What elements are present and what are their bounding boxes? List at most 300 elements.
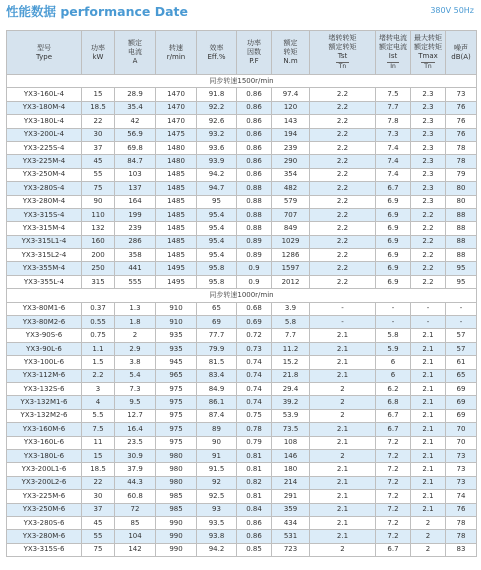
table-cell: 95 (446, 262, 477, 275)
table-cell: 0.86 (237, 115, 272, 128)
table-cell: 164 (115, 195, 156, 208)
table-cell: 0.69 (237, 316, 272, 329)
table-cell: 88 (446, 235, 477, 248)
table-cell: 707 (272, 208, 310, 221)
table-cell: 2.3 (411, 115, 446, 128)
table-cell: 2.2 (310, 128, 376, 141)
table-cell: 11 (82, 436, 115, 449)
model-cell: YX3-315M-4 (7, 222, 82, 235)
table-cell: 482 (272, 182, 310, 195)
model-cell: YX3-132S-6 (7, 382, 82, 395)
table-cell: 65 (446, 369, 477, 382)
table-row (7, 423, 477, 436)
table-cell: 2.1 (411, 490, 446, 503)
table-cell: 910 (156, 316, 197, 329)
table-cell: 11.2 (272, 342, 310, 355)
table-cell: 73.5 (272, 423, 310, 436)
table-cell: - (446, 316, 477, 329)
table-cell: 2.3 (411, 88, 446, 101)
table-cell: 980 (156, 463, 197, 476)
table-cell: 103 (115, 168, 156, 181)
table-cell: 849 (272, 222, 310, 235)
table-cell: 6.7 (376, 182, 411, 195)
table-cell: 2.1 (310, 436, 376, 449)
table-cell: 2.2 (310, 101, 376, 114)
table-cell: 194 (272, 128, 310, 141)
table-cell: 291 (272, 490, 310, 503)
table-cell: 55 (82, 168, 115, 181)
table-cell: 57 (446, 329, 477, 342)
table-cell: 22 (82, 476, 115, 489)
model-cell: YX3-200L2-6 (7, 476, 82, 489)
table-cell: 22 (82, 115, 115, 128)
table-row (7, 543, 477, 556)
table-cell: 69 (197, 316, 237, 329)
table-cell: - (376, 316, 411, 329)
table-cell: 2 (310, 382, 376, 395)
table-cell: 39.2 (272, 396, 310, 409)
table-cell: 2 (411, 516, 446, 529)
table-cell: 2.1 (310, 356, 376, 369)
table-row (7, 101, 477, 114)
table-cell: 30 (82, 128, 115, 141)
header-locked-current-cn-1: 堵转电流 (379, 34, 407, 42)
table-body (7, 75, 477, 557)
table-cell: 0.75 (237, 409, 272, 422)
model-cell: YX3-315S-4 (7, 208, 82, 221)
model-cell: YX3-180M-4 (7, 101, 82, 114)
model-cell: YX3-90L-6 (7, 342, 82, 355)
header-torque-cn-2: 转矩 (283, 48, 298, 56)
table-cell: 2.1 (310, 423, 376, 436)
page-title: 性能数据 performance Date (6, 4, 188, 19)
header-type-cn: 型号 (37, 43, 51, 52)
table-cell: 7.3 (376, 128, 411, 141)
table-cell: 6.9 (376, 235, 411, 248)
table-cell: 15 (82, 449, 115, 462)
table-cell: 2.1 (411, 342, 446, 355)
table-cell: 143 (272, 115, 310, 128)
table-cell: 146 (272, 449, 310, 462)
table-cell: 5.5 (82, 409, 115, 422)
header-current-cn-2: 电流 (128, 48, 142, 56)
header-speed (156, 31, 197, 75)
table-cell: 56.9 (115, 128, 156, 141)
table-cell: 77.7 (197, 329, 237, 342)
voltage-frequency-label: 380V 50Hz (430, 6, 474, 15)
table-cell: 2012 (272, 275, 310, 288)
table-cell: 57 (446, 342, 477, 355)
model-cell: YX3-160M-6 (7, 423, 82, 436)
model-cell: YX3-160L-4 (7, 88, 82, 101)
table-cell: 315 (82, 275, 115, 288)
header-type (7, 31, 82, 75)
table-cell: 579 (272, 195, 310, 208)
section-header-row (7, 289, 477, 302)
table-cell: 2.2 (310, 208, 376, 221)
table-cell: 6.7 (376, 423, 411, 436)
table-cell: 239 (115, 222, 156, 235)
model-cell: YX3-280M-6 (7, 530, 82, 543)
table-cell: 29.4 (272, 382, 310, 395)
model-cell: YX3-200L-4 (7, 128, 82, 141)
table-cell: 95.4 (197, 208, 237, 221)
table-cell: 142 (115, 543, 156, 556)
table-cell: 1485 (156, 182, 197, 195)
table-row (7, 329, 477, 342)
table-row (7, 115, 477, 128)
table-cell: 2.1 (310, 530, 376, 543)
table-cell: 12.7 (115, 409, 156, 422)
table-cell: 160 (82, 235, 115, 248)
table-cell: 69.8 (115, 141, 156, 154)
header-row (7, 31, 477, 75)
table-cell: 3.9 (272, 302, 310, 315)
model-cell: YX3-112M-6 (7, 369, 82, 382)
table-cell: 1495 (156, 275, 197, 288)
table-cell: 7.2 (376, 530, 411, 543)
model-cell: YX3-80M1-6 (7, 302, 82, 315)
table-cell: 935 (156, 329, 197, 342)
table-cell: 80 (446, 195, 477, 208)
table-row (7, 409, 477, 422)
table-cell: 2.2 (82, 369, 115, 382)
table-cell: 2.2 (310, 168, 376, 181)
table-cell: 76 (446, 115, 477, 128)
table-cell: 2.1 (411, 436, 446, 449)
header-current-unit: A (132, 57, 138, 65)
table-cell: 0.86 (237, 101, 272, 114)
table-cell: 93.9 (197, 155, 237, 168)
table-cell: 93.5 (197, 516, 237, 529)
table-cell: 73 (446, 449, 477, 462)
table-cell: 965 (156, 369, 197, 382)
table-cell: 61 (446, 356, 477, 369)
table-cell: 95.4 (197, 222, 237, 235)
model-cell: YX3-250M-6 (7, 503, 82, 516)
table-row (7, 182, 477, 195)
table-cell: 990 (156, 516, 197, 529)
table-cell: 2.2 (411, 222, 446, 235)
table-cell: 0.84 (237, 503, 272, 516)
table-cell: 73 (446, 463, 477, 476)
table-cell: 1.5 (82, 356, 115, 369)
model-cell: YX3-315L1-4 (7, 235, 82, 248)
table-cell: 975 (156, 382, 197, 395)
table-cell: 555 (115, 275, 156, 288)
table-cell: 980 (156, 449, 197, 462)
table-cell: 3 (82, 382, 115, 395)
header-locked-current-den: In (387, 62, 399, 71)
header-max-torque-den: Tn (421, 62, 434, 71)
table-cell: 90 (197, 436, 237, 449)
table-cell: 7.2 (376, 449, 411, 462)
table-cell: 250 (82, 262, 115, 275)
table-cell: 975 (156, 409, 197, 422)
table-cell: 531 (272, 530, 310, 543)
table-row (7, 516, 477, 529)
table-cell: 0.86 (237, 128, 272, 141)
table-cell: 73 (446, 88, 477, 101)
table-cell: 1470 (156, 88, 197, 101)
table-cell: 0.72 (237, 329, 272, 342)
table-row (7, 382, 477, 395)
table-cell: 6.7 (376, 409, 411, 422)
table-cell: 75 (82, 543, 115, 556)
table-cell: 5.9 (376, 342, 411, 355)
table-cell: 30.9 (115, 449, 156, 462)
section-header-row (7, 75, 477, 88)
header-locked-torque-cn-1: 堵转转矩 (328, 34, 357, 42)
table-cell: 86.1 (197, 396, 237, 409)
table-cell: 70 (446, 423, 477, 436)
table-cell: 69 (446, 396, 477, 409)
table-cell: 0.55 (82, 316, 115, 329)
table-cell: 88 (446, 208, 477, 221)
table-cell: 7.2 (376, 503, 411, 516)
table-cell: 91.8 (197, 88, 237, 101)
table-cell: 37 (82, 503, 115, 516)
performance-table (6, 30, 477, 557)
table-cell: 80 (446, 182, 477, 195)
table-cell: 2.1 (310, 476, 376, 489)
header-max-torque-cn-2: 额定转矩 (414, 43, 442, 51)
table-cell: 7.2 (376, 436, 411, 449)
table-cell: 2 (310, 409, 376, 422)
table-cell: 76 (446, 128, 477, 141)
model-cell: YX3-355L-4 (7, 275, 82, 288)
table-cell: 6.9 (376, 249, 411, 262)
table-cell: 2.1 (310, 329, 376, 342)
table-row (7, 128, 477, 141)
table-cell: 92 (197, 476, 237, 489)
table-cell: 93.6 (197, 141, 237, 154)
table-cell: 723 (272, 543, 310, 556)
section-label: 同步转速1500r/min (7, 75, 477, 88)
table-row (7, 249, 477, 262)
table-cell: 93.2 (197, 128, 237, 141)
table-cell: 2.2 (411, 275, 446, 288)
table-cell: 2 (310, 543, 376, 556)
model-cell: YX3-280S-6 (7, 516, 82, 529)
table-cell: 990 (156, 530, 197, 543)
table-cell: 0.88 (237, 182, 272, 195)
table-cell: 55 (82, 530, 115, 543)
table-cell: 104 (115, 530, 156, 543)
table-cell: 990 (156, 543, 197, 556)
header-torque-cn-1: 额定 (283, 39, 298, 47)
table-cell: 2.2 (310, 155, 376, 168)
table-cell: 2 (310, 449, 376, 462)
table-cell: 92.2 (197, 101, 237, 114)
table-cell: 94.7 (197, 182, 237, 195)
table-cell: 1029 (272, 235, 310, 248)
table-cell: 6.9 (376, 195, 411, 208)
table-cell: 2.3 (411, 168, 446, 181)
table-cell: 95.4 (197, 249, 237, 262)
table-cell: 137 (115, 182, 156, 195)
header-max-torque-ratio (411, 31, 446, 75)
header-max-torque-cn-1: 最大转矩 (414, 34, 442, 42)
table-row (7, 463, 477, 476)
table-cell: 95 (446, 275, 477, 288)
table-cell: 78 (446, 516, 477, 529)
table-cell: 35.4 (115, 101, 156, 114)
table-cell: 2.2 (310, 262, 376, 275)
table-cell: 72 (115, 503, 156, 516)
table-row (7, 262, 477, 275)
table-cell: 9.5 (115, 396, 156, 409)
table-row (7, 316, 477, 329)
table-cell: 2.1 (310, 369, 376, 382)
table-cell: 108 (272, 436, 310, 449)
table-cell: 214 (272, 476, 310, 489)
table-cell: 37.9 (115, 463, 156, 476)
header-pf-cn-1: 功率 (247, 39, 261, 47)
model-cell: YX3-225M-4 (7, 155, 82, 168)
table-cell: 1485 (156, 222, 197, 235)
table-cell: 28.9 (115, 88, 156, 101)
table-cell: 975 (156, 396, 197, 409)
header-pf-unit: P.F (249, 57, 259, 65)
table-cell: 6 (376, 369, 411, 382)
table-cell: 2.1 (310, 516, 376, 529)
table-cell: 7.4 (376, 141, 411, 154)
model-cell: YX3-225M-6 (7, 490, 82, 503)
table-cell: 2.2 (310, 222, 376, 235)
table-cell: 0.81 (237, 449, 272, 462)
table-cell: 0.9 (237, 275, 272, 288)
table-cell: 0.74 (237, 369, 272, 382)
table-cell: 199 (115, 208, 156, 221)
table-cell: 2.1 (411, 329, 446, 342)
table-cell: 15.2 (272, 356, 310, 369)
table-cell: 0.82 (237, 476, 272, 489)
header-noise-cn: 噪声 (454, 43, 468, 52)
table-cell: 2.3 (411, 128, 446, 141)
table-cell: 2.9 (115, 342, 156, 355)
table-cell: 2.2 (310, 275, 376, 288)
header-locked-torque-num: Tst (337, 52, 348, 60)
table-cell: 83.4 (197, 369, 237, 382)
table-cell: 0.86 (237, 168, 272, 181)
table-row (7, 222, 477, 235)
table-cell: 0.78 (237, 423, 272, 436)
table-cell: 7.4 (376, 155, 411, 168)
table-cell: 2.1 (411, 369, 446, 382)
table-cell: 78 (446, 530, 477, 543)
header-noise (446, 31, 477, 75)
model-cell: YX3-180L-4 (7, 115, 82, 128)
table-cell: 93.8 (197, 530, 237, 543)
table-row (7, 530, 477, 543)
table-cell: 7.2 (376, 490, 411, 503)
table-cell: 91 (197, 449, 237, 462)
table-cell: 1470 (156, 101, 197, 114)
table-cell: 92.6 (197, 115, 237, 128)
table-cell: 18.5 (82, 463, 115, 476)
table-cell: - (411, 302, 446, 315)
table-cell: 45 (82, 516, 115, 529)
table-cell: 0.37 (82, 302, 115, 315)
table-cell: 95 (197, 195, 237, 208)
header-current-cn-1: 额定 (128, 39, 142, 47)
table-cell: 1485 (156, 235, 197, 248)
table-cell: 2.1 (411, 476, 446, 489)
table-cell: 1286 (272, 249, 310, 262)
table-cell: 1495 (156, 262, 197, 275)
header-speed-cn: 转速 (169, 43, 183, 52)
table-cell: 0.89 (237, 249, 272, 262)
table-cell: 2.1 (411, 396, 446, 409)
table-row (7, 503, 477, 516)
table-cell: 0.89 (237, 235, 272, 248)
table-cell: 2.2 (310, 195, 376, 208)
table-cell: 88 (446, 249, 477, 262)
table-cell: 97.4 (272, 88, 310, 101)
table-cell: 70 (446, 436, 477, 449)
table-cell: 434 (272, 516, 310, 529)
table-cell: 4 (82, 396, 115, 409)
table-row (7, 155, 477, 168)
table-cell: 95.4 (197, 235, 237, 248)
header-pf-cn-2: 因数 (247, 48, 261, 56)
table-cell: 2 (310, 396, 376, 409)
header-locked-torque-ratio (310, 31, 376, 75)
table-cell: 7.2 (376, 463, 411, 476)
table-cell: 1475 (156, 128, 197, 141)
table-cell: - (310, 302, 376, 315)
table-row (7, 208, 477, 221)
table-cell: 0.86 (237, 141, 272, 154)
table-cell: 0.74 (237, 356, 272, 369)
header-locked-current-cn-2: 额定电流 (379, 43, 407, 51)
table-cell: 1480 (156, 155, 197, 168)
table-cell: 2.3 (411, 155, 446, 168)
table-cell: 7.7 (272, 329, 310, 342)
table-cell: 0.68 (237, 302, 272, 315)
table-cell: 985 (156, 503, 197, 516)
header-locked-current-ratio (376, 31, 411, 75)
table-cell: 21.8 (272, 369, 310, 382)
table-cell: 2 (115, 329, 156, 342)
header-power-unit: kW (92, 52, 104, 61)
table-cell: 2 (411, 543, 446, 556)
table-cell: 2.2 (310, 115, 376, 128)
table-cell: 76 (446, 101, 477, 114)
table-row (7, 356, 477, 369)
table-cell: 69 (446, 409, 477, 422)
header-locked-torque-den: Tn (336, 62, 349, 71)
table-cell: 79.9 (197, 342, 237, 355)
table-row (7, 490, 477, 503)
table-cell: 2.2 (411, 249, 446, 262)
table-cell: - (446, 302, 477, 315)
table-cell: 7.5 (82, 423, 115, 436)
table-cell: 2.2 (310, 141, 376, 154)
table-cell: 0.81 (237, 463, 272, 476)
header-locked-torque-cn-2: 额定转矩 (328, 43, 357, 51)
table-cell: 16.4 (115, 423, 156, 436)
table-row (7, 141, 477, 154)
table-cell: 2.1 (310, 490, 376, 503)
table-cell: 3.8 (115, 356, 156, 369)
table-cell: 94.2 (197, 543, 237, 556)
model-cell: YX3-132M2-6 (7, 409, 82, 422)
table-cell: 2.1 (411, 409, 446, 422)
table-cell: 2.2 (411, 235, 446, 248)
model-cell: YX3-280S-4 (7, 182, 82, 195)
